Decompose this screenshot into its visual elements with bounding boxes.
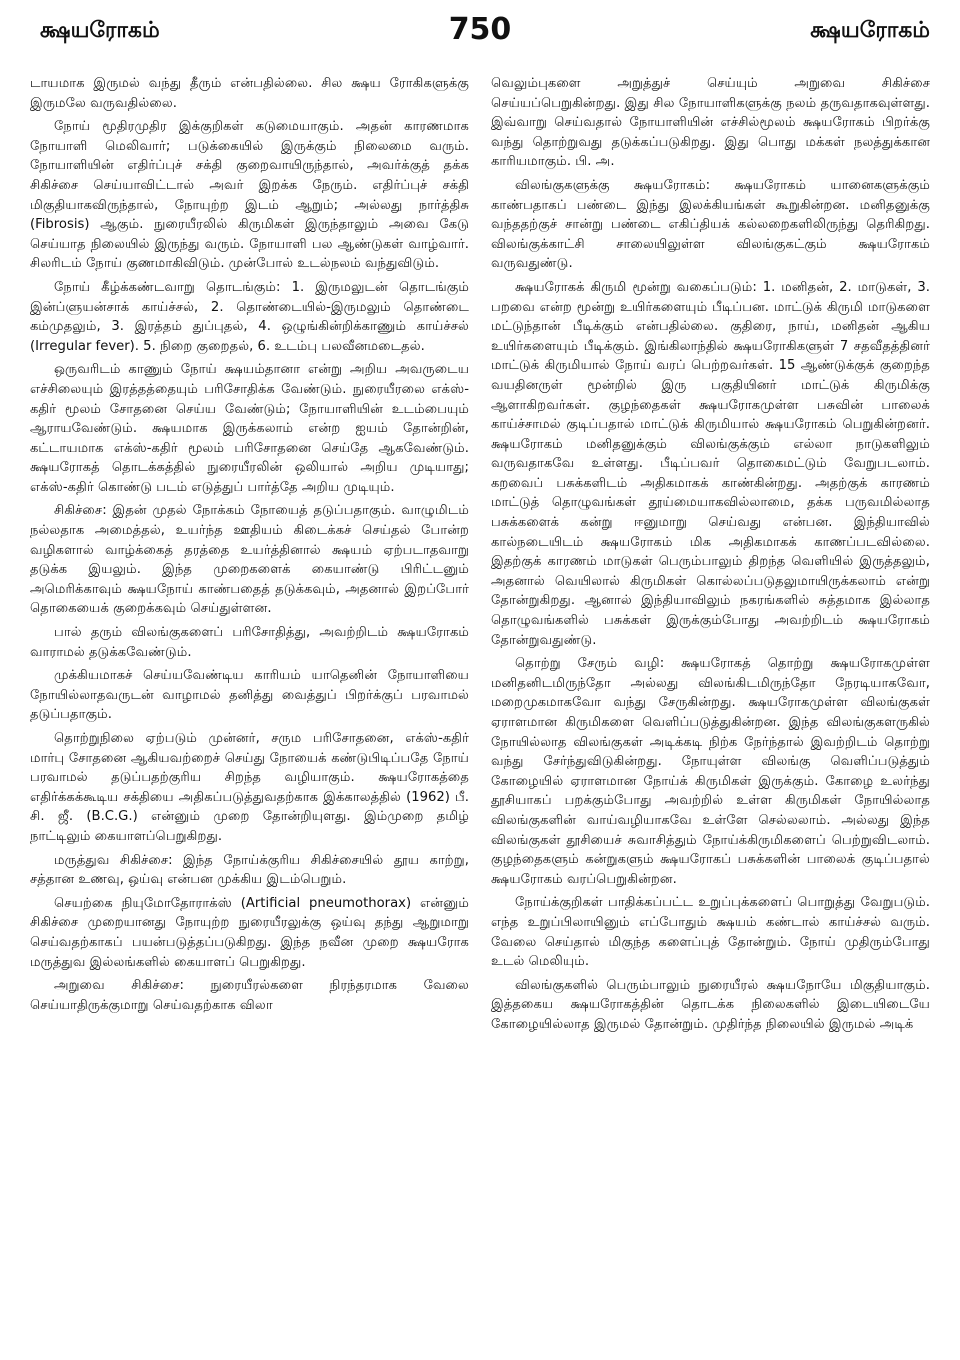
paragraph: அறுவை சிகிச்சை: நுரையீரல்களை நிரந்தரமாக வேலை செய்யாதிருக்குமாறு செய்வதற்காக விலா xyxy=(30,978,469,1013)
right-column xyxy=(491,74,930,1039)
paragraph: பால் தரும் விலங்குகளைப் பரிசோதித்து, அவற்றிடம் க்ஷயரோகம் வாராமல் தடுக்கவேண்டும். xyxy=(30,625,469,660)
two-column-body xyxy=(30,74,930,1039)
paragraph: நோய் மூதிரமுதிர இக்குறிகள் கடுமையாகும். அதன் காரணமாக நோயாளி மெலிவார்; படுக்கையில் இருக்கும் நிலைமை வரும். நோயாளியின் எதிர்ப்புச் சக்தி குறைவாயிருந்தால், அவர்க்குத் தக்க சிகிச்சை செய்யாவிட்டால் அவர் இறக்க நேரும். எதிர்ப்புச் சக்தி மிகுதியாகவிருந்தால், நோயுற்ற இடம் ஆறும்; அல்லது நார்த்திசு (Fibrosis) ஆகும். நுரையீரலில் கிருமிகள் இருந்தாலும் அவை கேடு செய்யாத நிலையில் இருந்து வரும். நோயாளி பல ஆண்டுகள் வாழ்வார். சிலரிடம் நோய் குணமாகிவிடும். முன்போல் உடல்நலம் வந்துவிடும். xyxy=(30,119,469,272)
header-right-title: க்ஷயரோகம் xyxy=(810,18,930,43)
paragraph: க்ஷயரோகக் கிருமி மூன்று வகைப்படும்: 1. மனிதன், 2. மாடுகள், 3. பறவை என்ற மூன்று உயிர்களையும் பீடிப்பன. மாட்டுக் கிருமி மாடுகளை மட்டுந்தான் பீடிக்கும் என்பதில்லை. குதிரை, நாய், மனிதன் ஆகிய உயிர்களையும் பீடிக்கும். இங்கிலாந்தில் க்ஷயரோகிகளுள் 7 சதவீதத்தினர் மாட்டுக் கிருமியால் நோய் வரப் பெற்றவர்கள். 15 ஆண்டுக்குக் குறைந்த வயதினருள் மூன்றில் இரு பகுதியினர் மாட்டுக் கிருமிக்கு ஆளாகிறவர்கள். குழந்தைகள் க்ஷயரோகமுள்ள பசுவின் பாலைக் காய்ச்சாமல் குடிப்பதால் மாட்டுக் கிருமியால் க்ஷயரோகம் பெறுகின்றனர். க்ஷயரோகம் மனிதனுக்கும் விலங்குக்கும் எல்லா நாடுகளிலும் வருவதாகவே உள்ளது. பீடிப்பவர் தொகைமட்டும் வேறுபடலாம். கறவைப் பசுக்களிடம் அதிகமாகக் காண்கின்றது. அதற்குக் காரணம் மாட்டுத் தொழுவங்கள் தூய்மையாகவில்லாமை, தக்க பருவமில்லாத பசுக்களைக் கன்று ஈனுமாறு செய்வது என்பன. இந்தியாவில் கால்நடையிடம் க்ஷயரோகம் மிக அதிகமாகக் காணப்படவில்லை. இதற்குக் காரணம் மாடுகள் பெரும்பாலும் திறந்த வெளியில் இருத்தலும், அதனால் வெயிலால் கிருமிகள் கொல்லப்படுதலுமாயிருக்கலாம் என்று தோன்றுகிறது. ஆனால் இந்தியாவிலும் நகரங்களில் சுத்தமாக இல்லாத தொழுவங்களில் பசுக்கள் இருக்கும்போது அவற்றிடம் க்ஷயரோகம் தோன்றுவதுண்டு. xyxy=(491,279,930,648)
paragraph: விலங்குகளுக்கு க்ஷயரோகம்: க்ஷயரோகம் யானைகளுக்கும் காண்பதாகப் பண்டை இந்து இலக்கியங்கள் கூறுகின்றன. மனிதனுக்கு வந்ததற்குச் சான்று பண்டை எகிப்தியக் கல்லறைகளிலிருந்து தெரிகிறது. விலங்குக்காட்சி சாலையிலுள்ள விலங்குகட்கும் க்ஷயரோகம் வருவதுண்டு. xyxy=(491,177,930,272)
paragraph: சிகிச்சை: இதன் முதல் நோக்கம் நோயைத் தடுப்பதாகும். வாழுமிடம் நல்லதாக அமைத்தல், உயர்ந்த ஊதியம் கிடைக்கச் செய்தல் போன்ற வழிகளால் வாழ்க்கைத் தரத்தை உயர்த்தினால் க்ஷயம் ஏற்படாதவாறு தடுக்க இயலும். இந்த முறைகளைக் கையாண்டு பிரிட்டனும் அமெரிக்காவும் க்ஷயநோய் காண்பதைத் தடுக்கவும், அதனால் இறப்போர் தொகையைக் குறைக்கவும் செய்துள்ளன. xyxy=(30,503,469,617)
paragraph: ஒருவரிடம் காணும் நோய் க்ஷயம்தானா என்று அறிய அவருடைய எச்சிலையும் இரத்தத்தையும் பரிசோதிக்க வேண்டும். நுரையீரலை எக்ஸ்-கதிர் மூலம் சோதனை செய்ய வேண்டும்; நோயாளியின் உடம்பையும் ஆராயவேண்டும். க்ஷயமாக இருக்கலாம் என்ற ஐயம் தோன்றின், கட்டாயமாக எக்ஸ்-கதிர் மூலம் பரிசோதனை செய்தே ஆகவேண்டும். க்ஷயரோகத் தொடக்கத்தில் நுரையீரலின் ஒலியால் அறிய முடியாது; எக்ஸ்-கதிர் கொண்டு படம் எடுத்துப் பார்த்தே அறிய முடியும். xyxy=(30,362,469,495)
left-column xyxy=(30,74,469,1039)
paragraph: டாயமாக இருமல் வந்து தீரும் என்பதில்லை. சில க்ஷய ரோகிகளுக்கு இருமலே வருவதில்லை. xyxy=(30,76,469,111)
paragraph: முக்கியமாகச் செய்யவேண்டிய காரியம் யாதெனின் நோயாளியை நோயில்லாதவருடன் வாழாமல் தனித்து வைத்துப் பிறர்க்குப் பரவாமல் தடுப்பதாகும். xyxy=(30,668,469,723)
paragraph: செயற்கை நியுமோதோராக்ஸ் (Artificial pneumothorax) என்னும் சிகிச்சை முறையானது நோயுற்ற நுரையீரலுக்கு ஒய்வு தந்து ஆறுமாறு செய்வதற்காகப் பயன்படுத்தப்படுகிறது. இந்த நவீன முறை க்ஷயரோக மருத்துவ இல்லங்களில் கையாளப் பெறுகிறது. xyxy=(30,895,469,970)
page-header xyxy=(30,12,930,56)
paragraph: நோய்க்குறிகள் பாதிக்கப்பட்ட உறுப்புக்களைப் பொறுத்து வேறுபடும். எந்த உறுப்பிலாயினும் எப்போதும் க்ஷயம் கண்டால் காய்ச்சல் வரும். வேலை செய்தால் மிகுந்த களைப்புத் தோன்றும். நோய் முதிரும்போது உடல் மெலியும். xyxy=(491,895,930,970)
paragraph: விலங்குகளில் பெரும்பாலும் நுரையீரல் க்ஷயநோயே மிகுதியாகும். இத்தகைய க்ஷயரோகத்தின் தொடக்க நிலைகளில் இடையிடையே கோழையில்லாத இருமல் தோன்றும். முதிர்ந்த நிலையில் இருமல் அடிக் xyxy=(491,977,930,1032)
paragraph: தொற்றுநிலை ஏற்படும் முன்னர், சரும பரிசோதனை, எக்ஸ்-கதிர் மார்பு சோதனை ஆகியவற்றைச் செய்து நோயைக் கண்டுபிடிப்பதே நோய் பரவாமல் தடுப்பதற்குரிய சிறந்த வழியாகும். க்ஷயரோகத்தை எதிர்க்கக்கூடிய சக்தியை அதிகப்படுத்துவதற்காக இக்காலத்தில் (1962) பீ. சி. ஜீ. (B.C.G.) என்னும் முறை தோன்றியுளது. இம்முறை தமிழ் நாட்டிலும் கையாளப்பெறுகிறது. xyxy=(30,731,469,844)
paragraph: மருத்துவ சிகிச்சை: இந்த நோய்க்குரிய சிகிச்சையில் தூய காற்று, சத்தான உணவு, ஒய்வு என்பன முக்கிய இடம்பெறும். xyxy=(30,852,469,888)
header-left-title: க்ஷயரோகம் xyxy=(40,18,160,43)
paragraph: வெலும்புகளை அறுத்துச் செய்யும் அறுவை சிகிச்சை செய்யப்பெறுகின்றது. இது சில நோயாளிகளுக்கு நலம் தருவதாகவுள்ளது. இவ்வாறு செய்வதால் நோயாளியின் எச்சில்மூலம் க்ஷயரோகம் பிறர்க்கு வந்து தொற்றுவது தடுக்கப்படுகிறது. இது பொது மக்கள் நலத்துக்கான காரியமாகும். பி. அ. xyxy=(491,76,930,170)
paragraph: தொற்று சேரும் வழி: க்ஷயரோகத் தொற்று க்ஷயரோகமுள்ள மனிதனிடமிருந்தோ அல்லது விலங்கிடமிருந்தோ நேரடியாகவோ, மறைமுகமாகவோ வந்து சேருகின்றது. க்ஷயரோகமுள்ள விலங்குகள் ஏராளமான கிருமிகளை வெளிப்படுத்துகின்றன. இந்த விலங்குகளருகில் நோயில்லாத விலங்குகள் அடிக்கடி நிற்க நேர்ந்தால் இவற்றிடம் தொற்று வந்து சேர்ந்துவிடுகின்றது. நோயுள்ள விலங்கு வெளிப்படுத்தும் கோழையில் ஏராளமான நோய்க் கிருமிகள் இருக்கும். கோழை உலர்ந்து தூசியாகப் பறக்கும்போது அவற்றில் உள்ள கிருமிகள் நோயில்லாத விலங்குகளின் வாய்வழியாகவே உள்ளே செல்லலாம். அல்லது இந்த விலங்குகள் தூசியைச் சுவாசித்தும் நோய்க்கிருமிகளைப் பெற்றுவிடலாம். குழந்தைகளும் கன்றுகளும் க்ஷயரோகப் பசுக்களின் பாலைக் குடிப்பதால் க்ஷயரோகம் வரப்பெறுகின்றன. xyxy=(491,656,930,887)
page-number: 750 xyxy=(448,12,512,47)
paragraph: நோய் கீழ்க்கண்டவாறு தொடங்கும்: 1. இருமலுடன் தொடங்கும் இன்ப்ளுயன்சாக் காய்ச்சல், 2. தொண்டையில்-இருமலும் தொண்டை கம்முதலும், 3. இரத்தம் துப்புதல், 4. ஒழுங்கின்றிக்காணும் காய்ச்சல் (Irregular fever). 5. நிறை குறைதல், 6. உடம்பு பலவீனமடைதல். xyxy=(30,279,469,354)
